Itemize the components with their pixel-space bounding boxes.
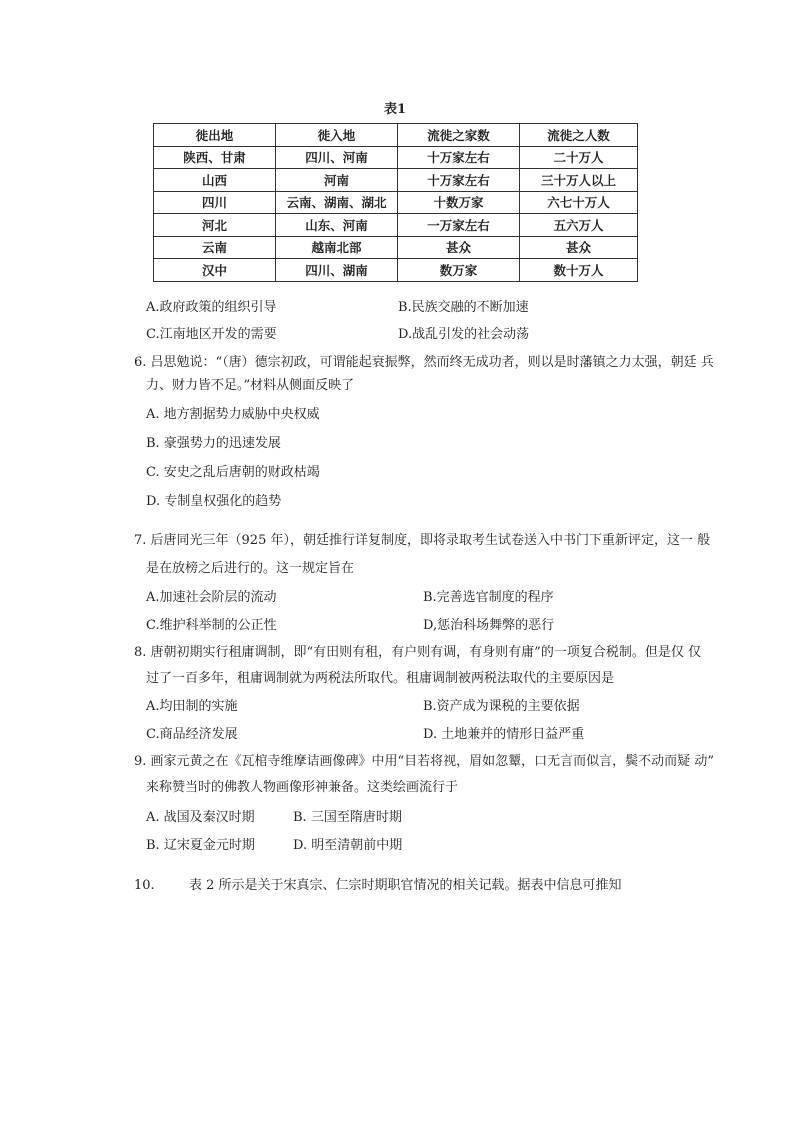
table-caption: 表1 [384, 102, 407, 117]
q10-number: 10. [134, 878, 155, 893]
table-cell: 陕西、甘肃 [154, 146, 276, 169]
q6-option-d: D. 专制皇权强化的趋势 [146, 494, 282, 509]
q6-stem-line1: 6. 吕思勉说：“（唐）德宗初政，可谓能起衰振弊，然而终无成功者，则以是时藩镇之力太强，朝廷 兵 [134, 355, 714, 370]
q7-option-b: B.完善选官制度的程序 [423, 590, 554, 605]
q5-option-b: B.民族交融的不断加速 [398, 300, 529, 315]
table-cell: 数十万人 [520, 259, 638, 282]
table-header-row [154, 124, 638, 147]
table-cell: 十万家左右 [398, 169, 520, 192]
q8-option-b: B.资产成为课税的主要依据 [423, 699, 580, 714]
q9-option-c: B. 辽宋夏金元时期 [146, 838, 255, 853]
table-cell: 山西 [154, 169, 276, 192]
table-cell: 数万家 [398, 259, 520, 282]
table-row [154, 236, 638, 259]
q8-stem-line2: 过了一百多年，租庸调制就为两税法所取代。租庸调制被两税法取代的主要原因是 [146, 671, 615, 686]
table-header-cell: 徙入地 [276, 124, 398, 147]
table-cell: 甚众 [398, 236, 520, 259]
table-cell: 四川 [154, 191, 276, 214]
table-cell: 四川、湖南 [276, 259, 398, 282]
table-cell: 一万家左右 [398, 214, 520, 237]
table-header-cell: 流徙之家数 [398, 124, 520, 147]
table-row [154, 146, 638, 169]
q5-option-a: A.政府政策的组织引导 [146, 300, 277, 315]
table-header-cell: 流徙之人数 [520, 124, 638, 147]
table-row [154, 214, 638, 237]
q5-option-c: C.江南地区开发的需要 [146, 327, 277, 342]
table-cell: 河北 [154, 214, 276, 237]
q7-stem-line1: 7. 后唐同光三年（925 年），朝廷推行详复制度，即将录取考生试卷送入中书门下重新评定，这一 般 [134, 533, 711, 548]
q7-stem-line2: 是在放榜之后进行的。这一规定旨在 [146, 561, 355, 576]
table-cell: 二十万人 [520, 146, 638, 169]
q9-stem-line2: 来称赞当时的佛教人物画像形神兼备。这类绘画流行于 [146, 780, 459, 795]
table-cell: 五六万人 [520, 214, 638, 237]
q7-option-d: D,惩治科场舞弊的恶行 [423, 618, 555, 633]
table-cell: 河南 [276, 169, 398, 192]
table-row [154, 191, 638, 214]
table-cell: 四川、河南 [276, 146, 398, 169]
table-header-cell: 徙出地 [154, 124, 276, 147]
q8-option-d: D. 土地兼并的情形日益严重 [423, 727, 585, 742]
q9-option-b: B. 三国至隋唐时期 [293, 810, 402, 825]
table-cell: 越南北部 [276, 236, 398, 259]
q6-option-b: B. 豪强势力的迅速发展 [146, 436, 281, 451]
q5-option-d: D.战乱引发的社会动荡 [398, 327, 530, 342]
table-cell: 山东、河南 [276, 214, 398, 237]
table-cell: 云南、湖南、湖北 [276, 191, 398, 214]
table-cell: 云南 [154, 236, 276, 259]
q9-option-d: D. 明至清朝前中期 [293, 838, 403, 853]
table-row [154, 259, 638, 282]
q8-option-c: C.商品经济发展 [146, 727, 238, 742]
table-cell: 甚众 [520, 236, 638, 259]
q8-stem-line1: 8. 唐朝初期实行租庸调制，即“有田则有租，有户则有调，有身则有庸”的一项复合税制。但是仅 仅 [134, 645, 701, 660]
table-cell: 十万家左右 [398, 146, 520, 169]
table-cell: 六七十万人 [520, 191, 638, 214]
migration-table [153, 123, 638, 282]
q9-option-a: A. 战国及秦汉时期 [146, 810, 255, 825]
q9-stem-line1: 9. 画家元黄之在《瓦棺寺维摩诘画像碑》中用“目若将视，眉如忽颦，口无言而似言，鬓不动而疑 动” [134, 754, 714, 769]
q7-option-c: C.维护科举制的公正性 [146, 618, 277, 633]
table-cell: 十数万家 [398, 191, 520, 214]
q10-stem: 表 2 所示是关于宋真宗、仁宗时期职官情况的相关记载。据表中信息可推知 [189, 878, 622, 893]
q6-option-c: C. 安史之乱后唐朝的财政枯竭 [146, 465, 320, 480]
q6-option-a: A. 地方割据势力威胁中央权威 [146, 407, 320, 422]
q8-option-a: A.均田制的实施 [146, 699, 238, 714]
q6-stem-line2: 力、财力皆不足。”材料从侧面反映了 [146, 378, 355, 393]
q7-option-a: A.加速社会阶层的流动 [146, 590, 277, 605]
table-row [154, 169, 638, 192]
table-cell: 三十万人以上 [520, 169, 638, 192]
table-cell: 汉中 [154, 259, 276, 282]
